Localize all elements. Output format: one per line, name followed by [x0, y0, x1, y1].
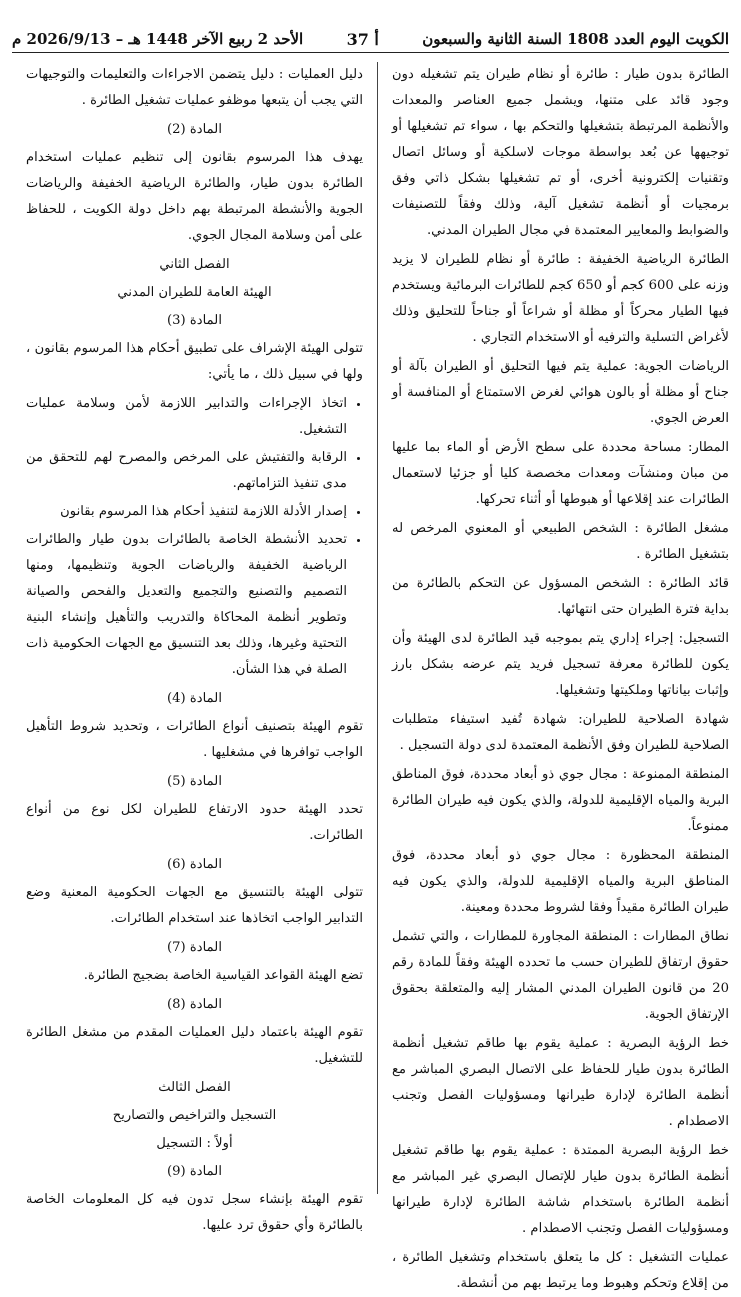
list-item: • اتخاذ الإجراءات والتدابير اللازمة لأمن وسلامة عمليات التشغيل.: [26, 391, 347, 443]
article-6-text: تتولى الهيئة بالتنسيق مع الجهات الحكومية المعنية وضع التدابير الواجب اتخاذها عند استخدام الطائرات.: [26, 885, 363, 926]
gazette-issue: الكويت اليوم العدد 1808 السنة الثانية والسبعون: [422, 30, 729, 48]
article-4-title: المادة (4): [167, 691, 222, 706]
def-operator: مشغل الطائرة : الشخص الطبيعي أو المعنوي المرخص له بتشغيل الطائرة .: [392, 521, 729, 562]
chapter-2-subtitle: الهيئة العامة للطيران المدني: [117, 285, 272, 300]
article-9-title: المادة (9): [167, 1164, 222, 1179]
def-restricted-area: المنطقة المحظورة : مجال جوي ذو أبعاد محددة، فوق المناطق البرية والمياه الإقليمية للدولة، والذي يكون فيه طيران الطائرة مقيداً وفقا لشروط محددة ومعينة.: [392, 848, 729, 915]
article-8-title: المادة (8): [167, 997, 222, 1012]
def-vlos: خط الرؤية البصرية : عملية يقوم بها طاقم تشغيل أنظمة الطائرة بدون طيار للحفاظ على الاتصال البصري المباشر مع أنظمة الطائرة لإدارة طيرانها ومسؤوليات الفصل وتجنب الاصطدام .: [392, 1036, 729, 1129]
list-item: • الرقابة والتفتيش على المرخص والمصرح لهم للتحقق من مدى تنفيذ التزاماتهم.: [26, 445, 347, 497]
columns: [12, 62, 730, 1291]
def-light-sport-aircraft: الطائرة الرياضية الخفيفة : طائرة أو نظام للطيران لا يزيد وزنه على 600 كجم أو 650 كجم للطائرات البرمائية ويستخدم فيها الطيار محركاً أو مظلة أو شراعاً أو جناحاً للتحليق وذلك لأغراض التسلية والترفيه أو الاستخدام التجاري .: [392, 252, 730, 345]
article-7-text: تضع الهيئة القواعد القياسية الخاصة بضجيج الطائرة.: [83, 968, 363, 983]
def-evlos: خط الرؤية البصرية الممتدة : عملية يقوم بها طاقم تشغيل أنظمة الطائرة بدون طيار للإتصال البصري غير المباشر مع أنظمة الطائرة باستخدام شاشة الطائرة لإدارة طيرانها ومسؤوليات الفصل وتجنب الاصطدام .: [392, 1143, 729, 1236]
article-2-text: يهدف هذا المرسوم بقانون إلى تنظيم عمليات استخدام الطائرة بدون طيار، والطائرة الرياضية الخفيفة والرياضات الجوية والأنشطة المرتبطة بهم داخل دولة الكويت ، للحفاظ على أمن وسلامة المجال الجوي.: [26, 150, 363, 243]
def-drone: الطائرة بدون طيار : طائرة أو نظام طيران يتم تشغيله دون وجود قائد على متنها، ويشمل جميع العناصر والمعدات والأنظمة المرتبطة بتشغيلها والتحكم بها ، سواء تم تشغيلها أو توجيهها عن بُعد بواسطة موجات لاسلكية أو وسائل اتصال وتقنيات إلكترونية أخرى، أو تم تشغيلها بشكل ذاتي وفق برمجيات أو أنظمة تشغيل آلية، وذلك وفقاً للتصنيفات والضوابط والمعايير المعتمدة في مجال الطيران المدني.: [392, 67, 729, 238]
article-7-title: المادة (7): [167, 940, 222, 955]
article-5-text: تحدد الهيئة حدود الارتفاع للطيران لكل نوع من أنواع الطائرات.: [26, 802, 363, 843]
issue-date: الأحد 2 ربيع الآخر 1448 هـ – 2026/9/13 م: [12, 30, 304, 48]
left-column: [26, 62, 371, 1233]
chapter-3-title: الفصل الثالث: [158, 1080, 231, 1095]
article-5-title: المادة (5): [167, 774, 222, 789]
def-pilot: قائد الطائرة : الشخص المسؤول عن التحكم بالطائرة من بداية فترة الطيران حتى انتهائها.: [392, 576, 729, 617]
page-header: [12, 26, 729, 53]
article-2-title: المادة (2): [167, 122, 222, 137]
column-divider: [377, 62, 378, 1194]
section-1-title: أولاً : التسجيل: [156, 1136, 233, 1151]
article-4-text: تقوم الهيئة بتصنيف أنواع الطائرات ، وتحديد شروط التأهيل الواجب توافرها في مشغليها .: [26, 719, 363, 760]
article-9-text: تقوم الهيئة بإنشاء سجل تدون فيه كل المعلومات الخاصة بالطائرة وأي حقوق ترد عليها.: [26, 1192, 363, 1233]
chapter-2-title: الفصل الثاني: [159, 257, 230, 272]
def-airworthiness: شهادة الصلاحية للطيران: شهادة تُفيد استيفاء متطلبات الصلاحية للطيران وفق الأنظمة المعتمدة لدى دولة التسجيل .: [392, 712, 729, 753]
chapter-3-subtitle: التسجيل والتراخيص والتصاريح: [112, 1108, 277, 1123]
article-3-text: تتولى الهيئة الإشراف على تطبيق أحكام هذا المرسوم بقانون ، ولها في سبيل ذلك ، ما يأتي:: [26, 341, 363, 382]
def-air-sports: الرياضات الجوية: عملية يتم فيها التحليق أو الطيران بآلة أو جناح أو مظلة أو بالون هوائي لغرض الاستمتاع أو المنافسة أو العرض الجوي.: [392, 359, 729, 426]
def-airport-zone: نطاق المطارات : المنطقة المجاورة للمطارات ، والتي تشمل حقوق ارتفاق للطيران حسب ما تحدده الهيئة وفقاً للمادة رقم 20 من قانون الطيران المدني المشار إليه والمتعلقة بحقوق الإرتفاق الجوية.: [392, 929, 729, 1022]
def-operations-manual: دليل العمليات : دليل يتضمن الاجراءات والتعليمات والتوجيهات التي يجب أن يتبعها موظفو عمليات تشغيل الطائرة .: [26, 67, 363, 108]
right-column: [384, 62, 730, 1291]
article-3-title: المادة (3): [167, 313, 222, 328]
def-prohibited-area: المنطقة الممنوعة : مجال جوي ذو أبعاد محددة، فوق المناطق البرية والمياه الإقليمية للدولة، والذي يكون فيه طيران الطائرة ممنوعاً.: [392, 767, 729, 834]
article-6-title: المادة (6): [167, 857, 222, 872]
page-number: أ 37: [346, 29, 379, 49]
article-8-text: تقوم الهيئة باعتماد دليل العمليات المقدم من مشغل الطائرة للتشغيل.: [26, 1025, 363, 1066]
article-3-list: [26, 391, 363, 683]
def-registration: التسجيل: إجراء إداري يتم بموجبه قيد الطائرة لدى الهيئة وأن يكون للطائرة معرفة تسجيل فريد يتم عرضه بشكل بارز وإثبات بياناتها وملكيتها وتشغيلها.: [392, 631, 729, 698]
list-item: • تحديد الأنشطة الخاصة بالطائرات بدون طيار والطائرات الرياضية الخفيفة والرياضات الجوية وتنظيمها، ومنها التصميم والتصنيع والتجميع والتعديل والفحص والصيانة وتطوير أنظمة المحاكاة والتدريب والتأهيل وإنشاء البنية التحتية وغيرها، وذلك بعد التنسيق مع الجهات الحكومية ذات الصلة في هذا الشأن.: [26, 527, 347, 683]
list-item: • إصدار الأدلة اللازمة لتنفيذ أحكام هذا المرسوم بقانون: [26, 499, 347, 525]
def-operations: عمليات التشغيل : كل ما يتعلق باستخدام وتشغيل الطائرة ، من إقلاع وتحكم وهبوط وما يرتبط بهم من أنشطة.: [392, 1250, 729, 1291]
def-airport: المطار: مساحة محددة على سطح الأرض أو الماء بما عليها من مبان ومنشآت ومعدات مخصصة كليا أو جزئيا لاستعمال الطائرات عند إقلاعها أو هبوطها أو أثناء تحركها.: [392, 440, 729, 507]
